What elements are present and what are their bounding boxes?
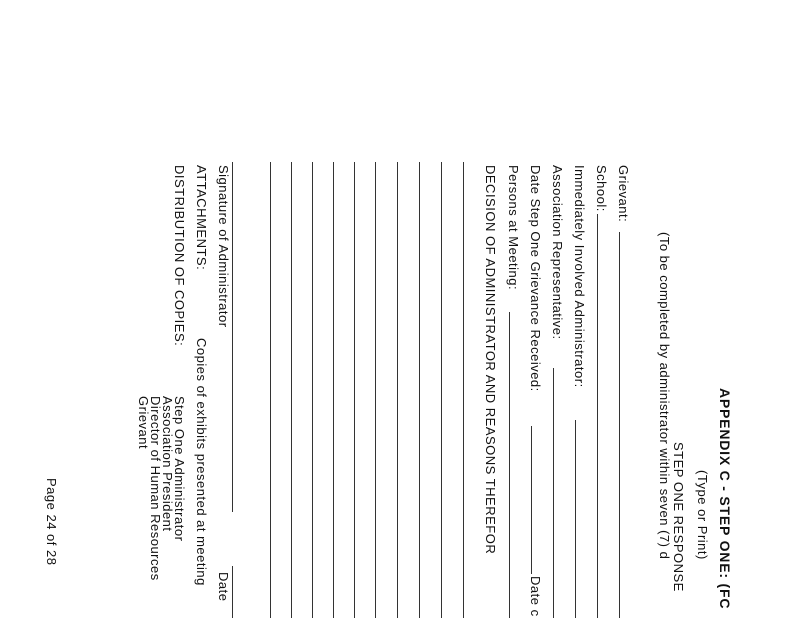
decision-line <box>463 162 464 618</box>
decision-line <box>354 162 355 618</box>
attachments-label: ATTACHMENTS: <box>194 165 209 271</box>
decision-heading: DECISION OF ADMINISTRATOR AND REASONS THEREFOR <box>483 165 498 555</box>
school-line <box>597 214 598 618</box>
signature-line <box>232 162 233 512</box>
instruction-text: (To be completed by administrator within seven (7) d <box>657 232 672 560</box>
decision-line <box>333 162 334 618</box>
signature-label: Signature of Administrator <box>216 165 231 328</box>
decision-line <box>291 162 292 618</box>
decision-line <box>375 162 376 618</box>
date-received-label: Date Step One Grievance Received: <box>528 165 543 392</box>
distribution-label: DISTRIBUTION OF COPIES: <box>172 165 187 347</box>
decision-line <box>419 162 420 618</box>
type-or-print-note: (Type or Print) <box>695 470 710 560</box>
decision-line <box>397 162 398 618</box>
distribution-item: Association President <box>160 396 175 532</box>
school-label: School: <box>594 165 609 212</box>
date-line <box>232 566 233 618</box>
date-received-line <box>531 426 532 574</box>
distribution-item: Grievant <box>136 396 151 450</box>
page-number: Page 24 of 28 <box>44 478 59 566</box>
decision-line <box>270 162 271 618</box>
persons-at-meeting-label: Persons at Meeting: <box>506 165 521 291</box>
decision-line <box>312 162 313 618</box>
response-title: STEP ONE RESPONSE <box>671 442 686 592</box>
date-c-label: Date c <box>528 576 543 617</box>
appendix-title: APPENDIX C - STEP ONE: (FC <box>717 388 733 610</box>
association-rep-line <box>553 368 554 618</box>
persons-at-meeting-line <box>509 312 510 618</box>
grievant-line <box>619 232 620 618</box>
distribution-item: Step One Administrator <box>172 396 187 542</box>
administrator-line <box>575 420 576 618</box>
administrator-label: Immediately Involved Administrator: <box>572 165 587 388</box>
association-rep-label: Association Representative: <box>550 165 565 340</box>
attachments-text: Copies of exhibits presented at meeting <box>194 338 209 586</box>
distribution-item: Director of Human Resources <box>148 396 163 581</box>
decision-line <box>441 162 442 618</box>
grievant-label: Grievant: <box>616 165 631 223</box>
date-label: Date <box>216 572 231 602</box>
